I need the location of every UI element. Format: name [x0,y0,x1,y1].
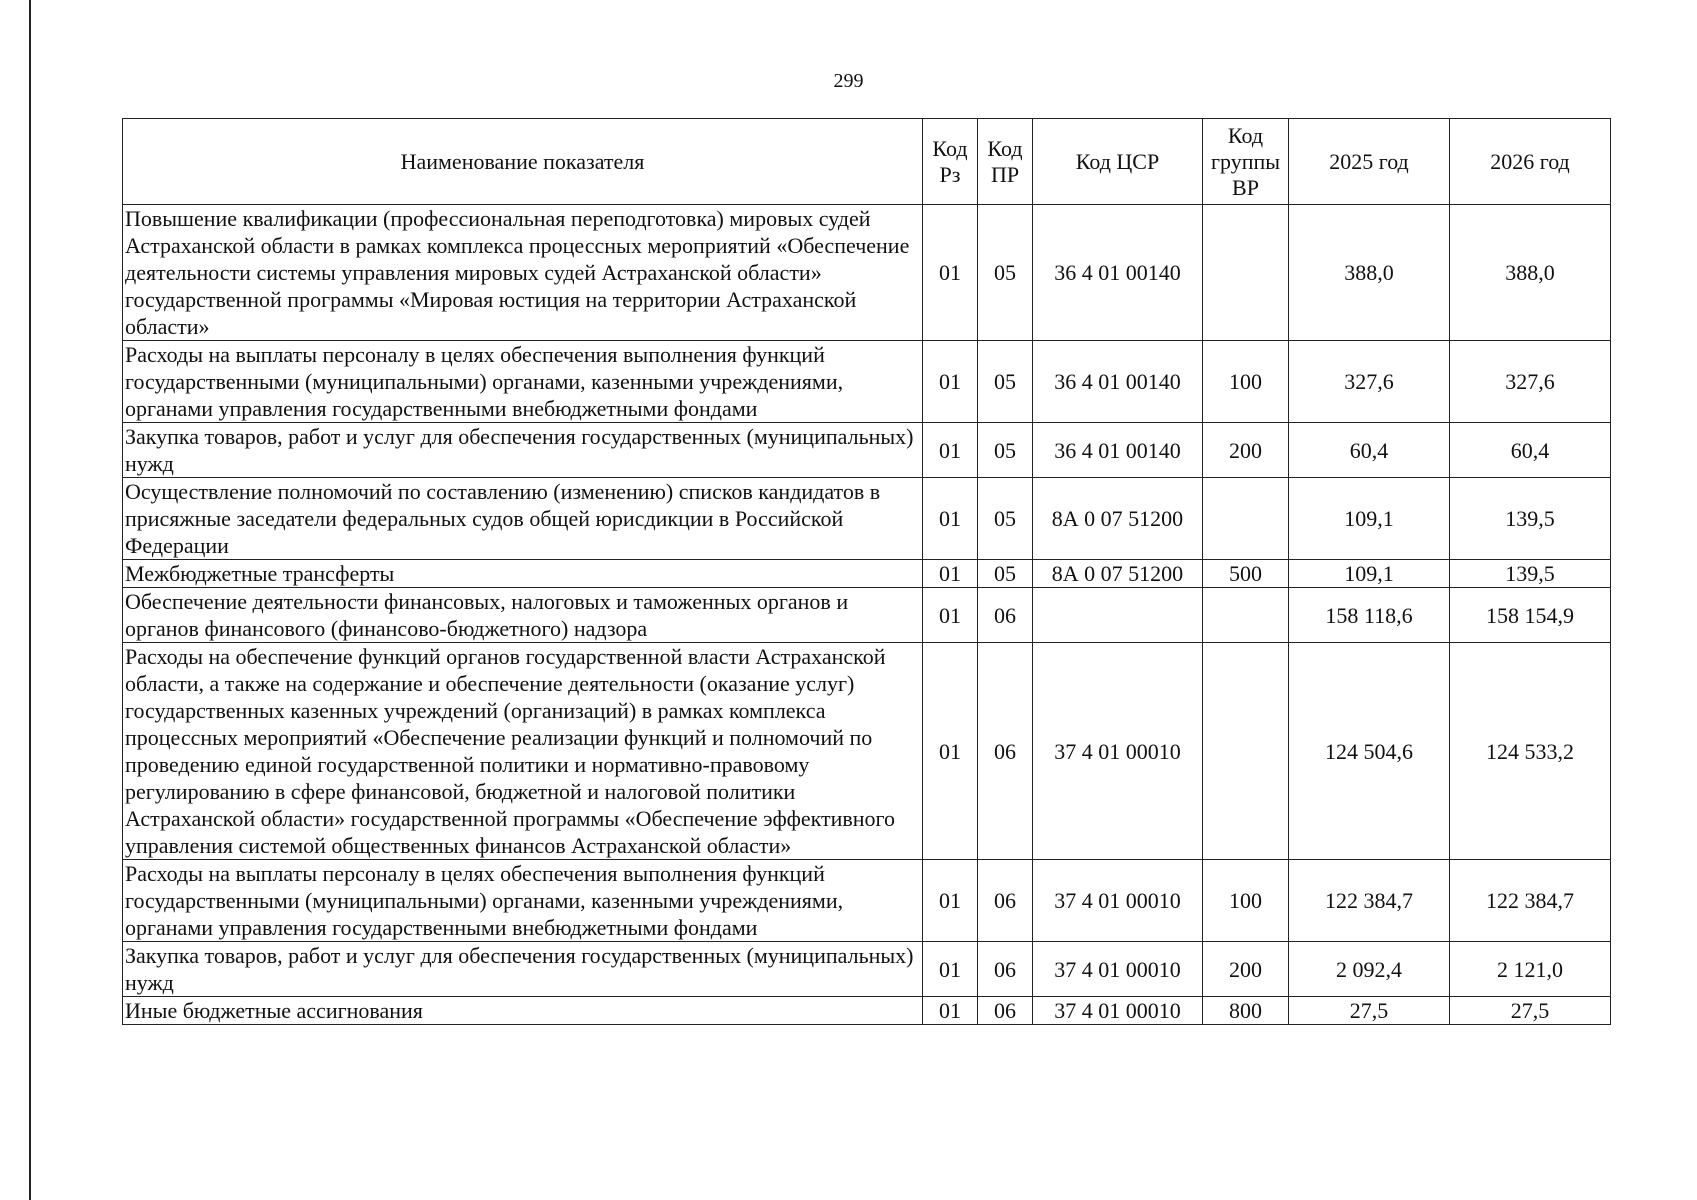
row-vr: 100 [1203,860,1289,942]
row-name: Повышение квалификации (профессиональная переподготовка) мировых судей Астраханской области в рамках комплекса процессных мероприятий «Обеспечение деятельности системы управления мировых судей Астраханской области» государственной программы «Мировая юстиция на территории Астраханской области» [123,205,923,341]
row-csr: 37 4 01 00010 [1033,942,1203,997]
row-vr: 100 [1203,341,1289,423]
row-name: Расходы на выплаты персоналу в целях обеспечения выполнения функций государственными (муниципальными) органами, казенными учреждениями, органами управления государственными внебюджетными фондами [123,860,923,942]
table-row [123,997,1611,1025]
row-2026: 139,5 [1450,560,1611,588]
table-row [123,860,1611,942]
header-vr: Код группы ВР [1203,119,1289,205]
row-pr: 06 [978,942,1033,997]
row-2026: 158 154,9 [1450,588,1611,643]
row-csr: 37 4 01 00010 [1033,643,1203,860]
table-header-row [123,119,1611,205]
row-name: Иные бюджетные ассигнования [123,997,923,1025]
row-rz: 01 [923,560,978,588]
header-csr: Код ЦСР [1033,119,1203,205]
row-name: Закупка товаров, работ и услуг для обеспечения государственных (муниципальных) нужд [123,423,923,478]
row-csr: 37 4 01 00010 [1033,997,1203,1025]
row-rz: 01 [923,478,978,560]
row-rz: 01 [923,588,978,643]
row-rz: 01 [923,997,978,1025]
row-vr [1203,205,1289,341]
table-row [123,560,1611,588]
row-pr: 05 [978,205,1033,341]
row-pr: 06 [978,643,1033,860]
header-2026: 2026 год [1450,119,1611,205]
row-2025: 388,0 [1289,205,1450,341]
row-rz: 01 [923,205,978,341]
row-2025: 327,6 [1289,341,1450,423]
row-csr: 36 4 01 00140 [1033,205,1203,341]
row-2025: 109,1 [1289,478,1450,560]
row-2025: 124 504,6 [1289,643,1450,860]
row-vr: 200 [1203,942,1289,997]
row-pr: 05 [978,478,1033,560]
table-row [123,643,1611,860]
row-name: Обеспечение деятельности финансовых, налоговых и таможенных органов и органов финансового (финансово-бюджетного) надзора [123,588,923,643]
budget-table [122,118,1611,1025]
row-pr: 06 [978,997,1033,1025]
row-rz: 01 [923,643,978,860]
row-vr [1203,478,1289,560]
row-pr: 05 [978,341,1033,423]
row-name: Закупка товаров, работ и услуг для обеспечения государственных (муниципальных) нужд [123,942,923,997]
header-name: Наименование показателя [123,119,923,205]
row-csr: 37 4 01 00010 [1033,860,1203,942]
header-pr: Код ПР [978,119,1033,205]
header-2025: 2025 год [1289,119,1450,205]
row-vr: 800 [1203,997,1289,1025]
table-row [123,588,1611,643]
row-vr: 500 [1203,560,1289,588]
row-pr: 05 [978,560,1033,588]
page-number: 299 [833,70,864,92]
table-row [123,423,1611,478]
row-csr [1033,588,1203,643]
row-2026: 27,5 [1450,997,1611,1025]
row-2025: 158 118,6 [1289,588,1450,643]
row-2025: 60,4 [1289,423,1450,478]
row-2025: 2 092,4 [1289,942,1450,997]
row-csr: 36 4 01 00140 [1033,423,1203,478]
row-vr [1203,588,1289,643]
page-binding-line [29,0,31,1200]
row-name: Межбюджетные трансферты [123,560,923,588]
row-2026: 2 121,0 [1450,942,1611,997]
row-name: Расходы на выплаты персоналу в целях обеспечения выполнения функций государственными (муниципальными) органами, казенными учреждениями, органами управления государственными внебюджетными фондами [123,341,923,423]
row-rz: 01 [923,942,978,997]
table-row [123,341,1611,423]
row-rz: 01 [923,341,978,423]
row-2026: 60,4 [1450,423,1611,478]
row-csr: 8А 0 07 51200 [1033,560,1203,588]
row-2025: 122 384,7 [1289,860,1450,942]
row-pr: 06 [978,588,1033,643]
row-2026: 388,0 [1450,205,1611,341]
row-name: Расходы на обеспечение функций органов государственной власти Астраханской области, а также на содержание и обеспечение деятельности (оказание услуг) государственных казенных учреждений (организаций) в рамках комплекса процессных мероприятий «Обеспечение реализации функций и полномочий по проведению единой государственной политики и нормативно-правовому регулированию в сфере финансовой, бюджетной и налоговой политики Астраханской области» государственной программы «Обеспечение эффективного управления системой общественных финансов Астраханской области» [123,643,923,860]
row-csr: 36 4 01 00140 [1033,341,1203,423]
table-row [123,205,1611,341]
row-vr: 200 [1203,423,1289,478]
row-2025: 27,5 [1289,997,1450,1025]
row-vr [1203,643,1289,860]
row-csr: 8А 0 07 51200 [1033,478,1203,560]
row-2025: 109,1 [1289,560,1450,588]
row-2026: 327,6 [1450,341,1611,423]
row-pr: 05 [978,423,1033,478]
row-name: Осуществление полномочий по составлению (изменению) списков кандидатов в присяжные заседатели федеральных судов общей юрисдикции в Российской Федерации [123,478,923,560]
table-row [123,478,1611,560]
row-pr: 06 [978,860,1033,942]
row-rz: 01 [923,860,978,942]
header-rz: Код Рз [923,119,978,205]
row-rz: 01 [923,423,978,478]
row-2026: 124 533,2 [1450,643,1611,860]
table-row [123,942,1611,997]
row-2026: 122 384,7 [1450,860,1611,942]
row-2026: 139,5 [1450,478,1611,560]
